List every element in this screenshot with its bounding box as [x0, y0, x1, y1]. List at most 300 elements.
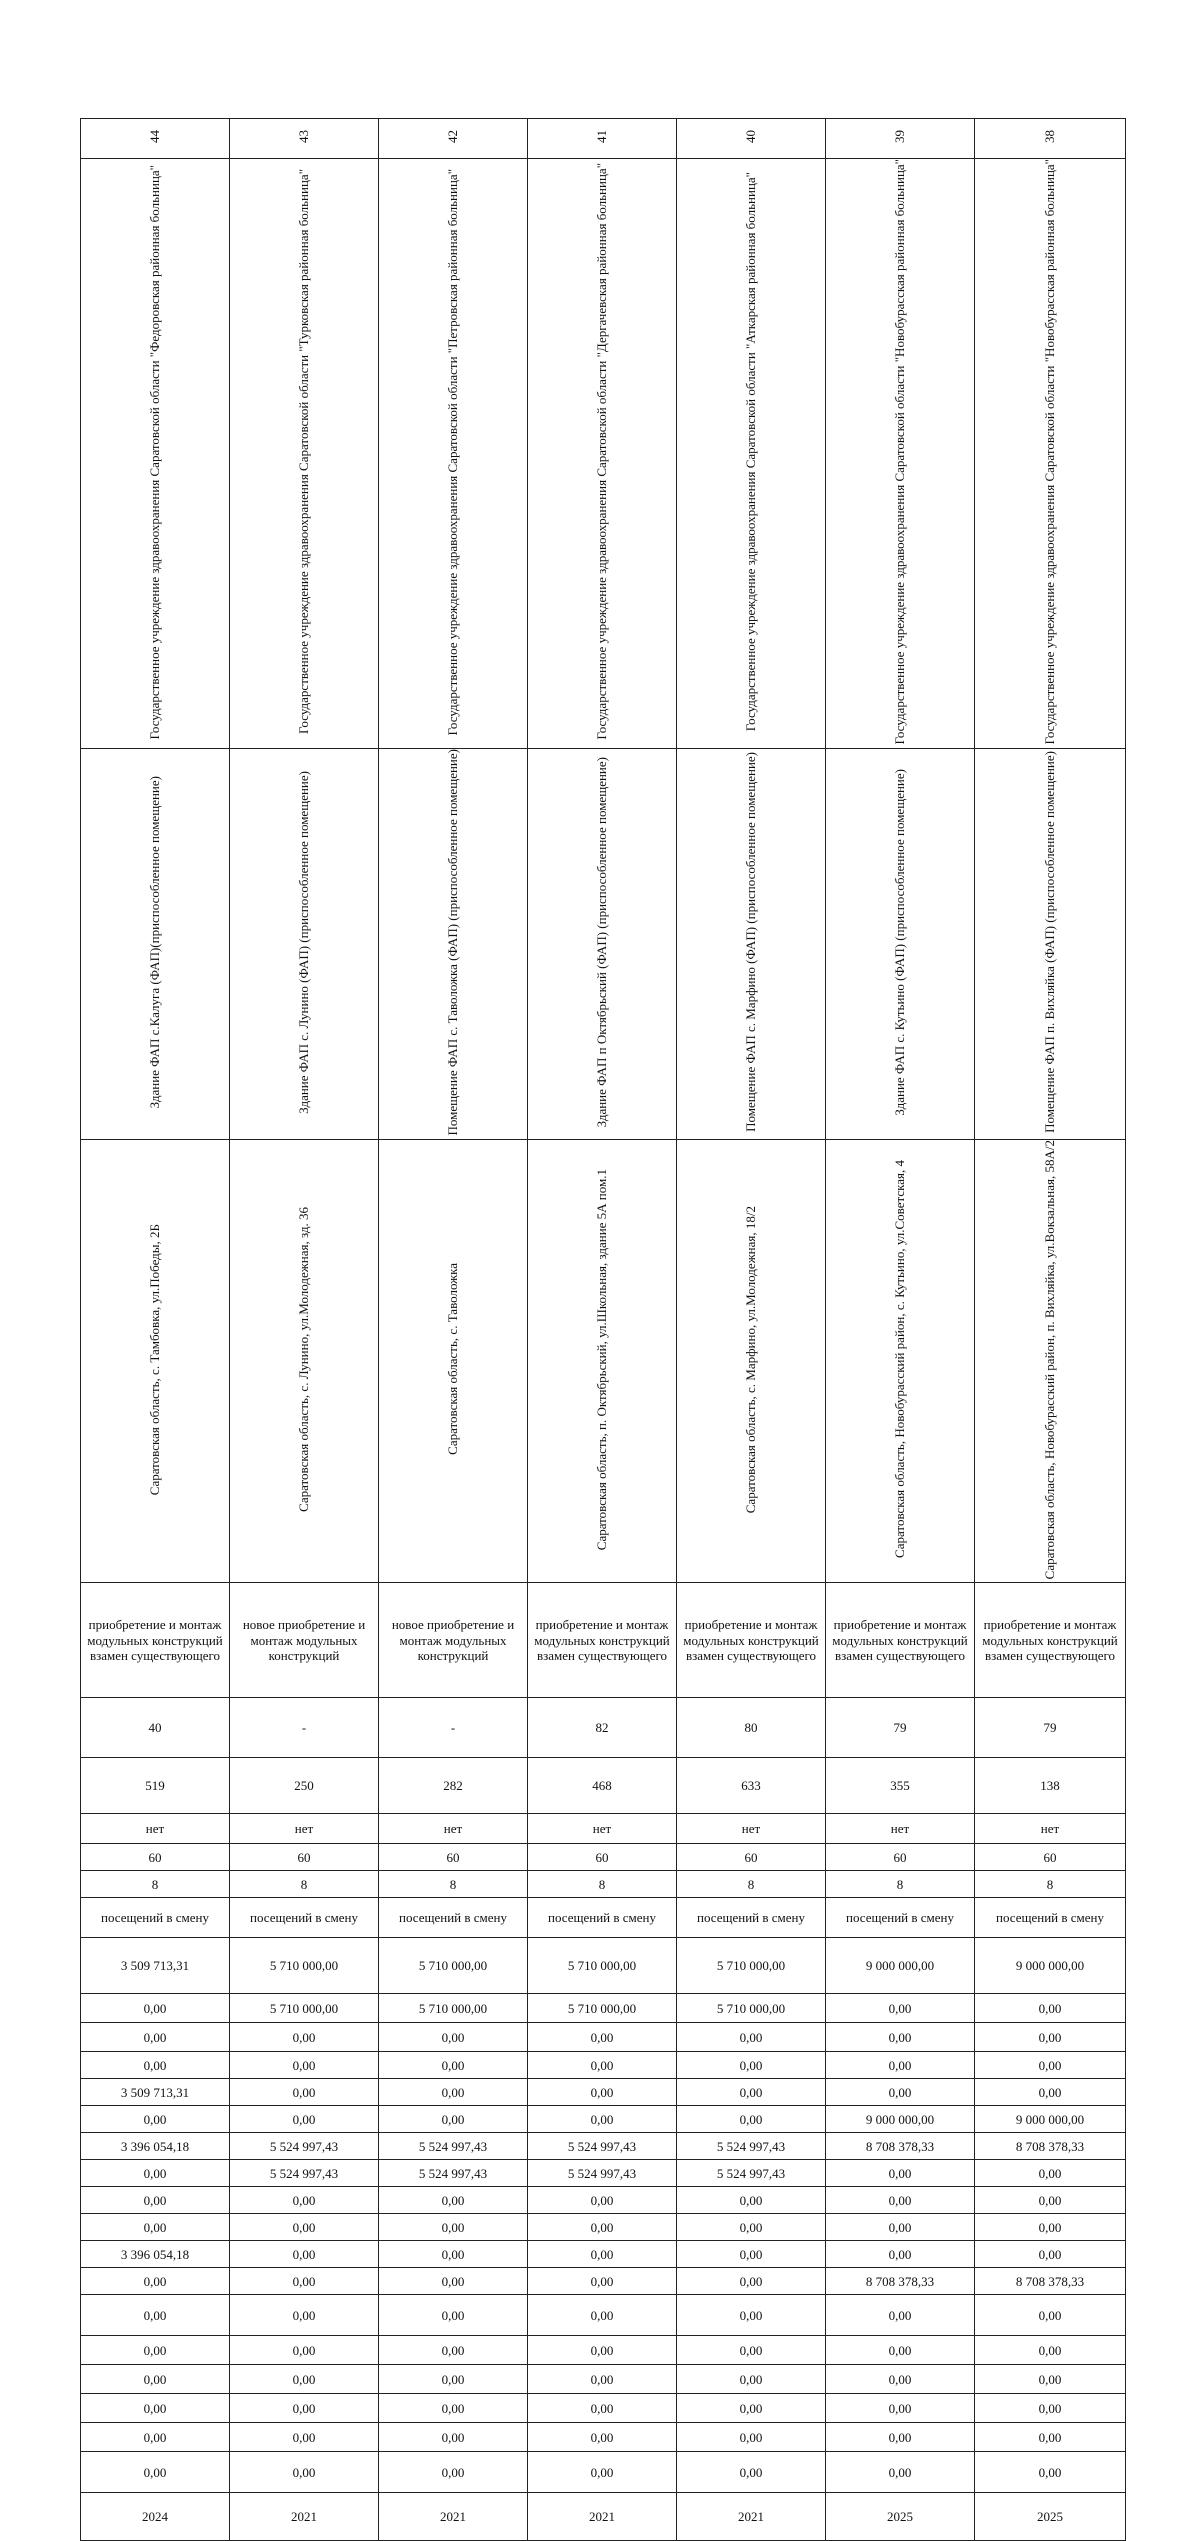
value-cell-text: 0,00	[1038, 2371, 1062, 2387]
value-cell	[230, 2493, 379, 2541]
value-cell	[677, 1994, 826, 2023]
institution-cell	[528, 159, 677, 749]
value-cell	[528, 2214, 677, 2241]
value-cell	[677, 1814, 826, 1844]
number-cell	[81, 119, 230, 159]
number-cell-text: 40	[742, 130, 758, 144]
number-cell	[379, 119, 528, 159]
value-cell	[81, 2336, 230, 2365]
table-row	[81, 1898, 1126, 1938]
value-cell	[677, 1898, 826, 1938]
value-cell-text: -	[450, 1720, 456, 1736]
value-cell-text: 0,00	[441, 2429, 465, 2445]
value-cell-text: 0,00	[888, 2371, 912, 2387]
value-cell-text: 0,00	[143, 2371, 167, 2387]
value-cell	[528, 1814, 677, 1844]
value-cell-text: 0,00	[888, 2165, 912, 2181]
value-cell	[677, 2336, 826, 2365]
value-cell	[379, 1898, 528, 1938]
value-cell	[975, 1898, 1126, 1938]
object-cell	[975, 748, 1126, 1139]
value-cell-text: 0,00	[590, 2273, 614, 2289]
address-cell	[677, 1139, 826, 1583]
value-cell	[528, 2023, 677, 2052]
value-cell	[379, 2452, 528, 2493]
number-cell-text: 41	[593, 130, 609, 144]
value-cell-text: 250	[294, 1778, 314, 1794]
value-cell	[379, 1844, 528, 1871]
value-cell-text: 0,00	[590, 2057, 614, 2073]
value-cell	[379, 2187, 528, 2214]
value-cell	[528, 1698, 677, 1758]
value-cell	[81, 2052, 230, 2079]
value-cell-text: 0,00	[590, 2429, 614, 2445]
table-row	[81, 2452, 1126, 2493]
institution-cell-text: Государственное учреждение здравоохранения Саратовской области "Петровская районная больница"	[444, 168, 460, 735]
value-cell	[677, 2423, 826, 2452]
institution-cell-text: Государственное учреждение здравоохранения Саратовской области "Дергачевская районная больница"	[593, 163, 609, 741]
work-type-cell	[826, 1583, 975, 1698]
value-cell-text: 0,00	[739, 2084, 763, 2100]
value-cell	[528, 2052, 677, 2079]
value-cell-text: 0,00	[143, 2000, 167, 2016]
value-cell-text: 0,00	[888, 2429, 912, 2445]
value-cell	[975, 2493, 1126, 2541]
value-cell-text: 0,00	[739, 2029, 763, 2045]
value-cell-text: 2024	[142, 2509, 168, 2525]
work-type-cell-text: приобретение и монтаж модульных конструкций взамен существующего	[534, 1617, 670, 1663]
value-cell	[826, 2493, 975, 2541]
object-cell	[81, 748, 230, 1139]
value-cell	[975, 2423, 1126, 2452]
value-cell-text: 0,00	[1038, 2464, 1062, 2480]
value-cell-text: нет	[1040, 1821, 1060, 1837]
value-cell	[379, 2423, 528, 2452]
value-cell-text: 0,00	[292, 2371, 316, 2387]
value-cell	[379, 2106, 528, 2133]
value-cell-text: посещений в смену	[399, 1910, 507, 1926]
value-cell	[528, 2394, 677, 2423]
object-cell	[230, 748, 379, 1139]
number-cell-text: 44	[146, 130, 162, 144]
value-cell-text: нет	[890, 1821, 910, 1837]
value-cell-text: 8 708 378,33	[1015, 2138, 1085, 2154]
value-cell	[826, 2295, 975, 2336]
value-cell-text: 5 710 000,00	[418, 2000, 488, 2016]
address-cell	[826, 1139, 975, 1583]
value-cell	[975, 2079, 1126, 2106]
value-cell-text: 40	[148, 1720, 162, 1736]
value-cell	[826, 1698, 975, 1758]
number-cell	[975, 119, 1126, 159]
value-cell-text: 0,00	[441, 2371, 465, 2387]
object-cell-text: Здание ФАП с.Калуга (ФАП)(приспособленное помещение)	[146, 775, 162, 1109]
value-cell	[528, 2336, 677, 2365]
value-cell	[528, 2160, 677, 2187]
number-cell-text: 43	[295, 130, 311, 144]
value-cell	[677, 2079, 826, 2106]
value-cell-text: 5 524 997,43	[567, 2165, 637, 2181]
table-row	[81, 2214, 1126, 2241]
value-cell	[975, 2336, 1126, 2365]
value-cell	[975, 1698, 1126, 1758]
value-cell	[230, 1871, 379, 1898]
value-cell	[975, 2452, 1126, 2493]
value-cell-text: 0,00	[143, 2464, 167, 2480]
value-cell-text: 9 000 000,00	[865, 2111, 935, 2127]
value-cell-text: нет	[294, 1821, 314, 1837]
value-cell	[826, 2160, 975, 2187]
value-cell-text: 0,00	[143, 2429, 167, 2445]
table-row	[81, 1698, 1126, 1758]
value-cell	[826, 2268, 975, 2295]
value-cell-text: посещений в смену	[996, 1910, 1104, 1926]
value-cell	[528, 2423, 677, 2452]
table-row	[81, 2493, 1126, 2541]
value-cell	[826, 2452, 975, 2493]
value-cell	[379, 2079, 528, 2106]
value-cell-text: нет	[145, 1821, 165, 1837]
value-cell-text: 0,00	[888, 2342, 912, 2358]
address-cell	[975, 1139, 1126, 1583]
value-cell-text: 0,00	[1038, 2057, 1062, 2073]
value-cell	[81, 1871, 230, 1898]
value-cell	[528, 1898, 677, 1938]
table-row	[81, 1994, 1126, 2023]
value-cell	[81, 1758, 230, 1814]
value-cell-text: посещений в смену	[697, 1910, 805, 1926]
value-cell-text: 0,00	[143, 2057, 167, 2073]
value-cell	[677, 2241, 826, 2268]
value-cell-text: 0,00	[1038, 2342, 1062, 2358]
value-cell-text: 2025	[1037, 2509, 1063, 2525]
value-cell	[677, 2187, 826, 2214]
institution-cell-text: Государственное учреждение здравоохранения Саратовской области "Турковская районная больница"	[295, 169, 311, 735]
value-cell-text: 0,00	[888, 2464, 912, 2480]
institution-cell	[81, 159, 230, 749]
table-row	[81, 2268, 1126, 2295]
value-cell	[81, 2023, 230, 2052]
value-cell	[826, 2241, 975, 2268]
value-cell-text: 0,00	[1038, 2400, 1062, 2416]
value-cell-text: 468	[592, 1778, 612, 1794]
value-cell	[677, 2106, 826, 2133]
value-cell-text: 0,00	[590, 2084, 614, 2100]
value-cell-text: 0,00	[739, 2342, 763, 2358]
value-cell-text: 0,00	[590, 2464, 614, 2480]
institution-cell	[230, 159, 379, 749]
value-cell	[826, 2214, 975, 2241]
value-cell	[81, 2452, 230, 2493]
value-cell	[379, 2295, 528, 2336]
table-row	[81, 2052, 1126, 2079]
value-cell-text: 60	[595, 1849, 609, 1865]
table-row	[81, 2365, 1126, 2394]
work-type-cell-text: приобретение и монтаж модульных конструкций взамен существующего	[832, 1617, 968, 1663]
work-type-cell-text: приобретение и монтаж модульных конструкций взамен существующего	[683, 1617, 819, 1663]
facility-table	[80, 118, 1126, 2541]
value-cell	[826, 1898, 975, 1938]
value-cell-text: 5 524 997,43	[567, 2138, 637, 2154]
value-cell-text: 0,00	[739, 2057, 763, 2073]
value-cell-text: 0,00	[292, 2429, 316, 2445]
object-cell	[677, 748, 826, 1139]
table-row	[81, 2187, 1126, 2214]
value-cell	[826, 2106, 975, 2133]
table-row	[81, 2023, 1126, 2052]
value-cell-text: 0,00	[590, 2246, 614, 2262]
row-number	[81, 119, 1126, 159]
value-cell-text: 0,00	[292, 2273, 316, 2289]
object-cell-text: Помещение ФАП с. Таволожка (ФАП) (приспособленное помещение)	[444, 748, 460, 1136]
value-cell-text: 2021	[440, 2509, 466, 2525]
value-cell-text: 282	[443, 1778, 463, 1794]
value-cell	[975, 1871, 1126, 1898]
value-cell-text: 0,00	[143, 2219, 167, 2235]
value-cell	[230, 2214, 379, 2241]
object-cell	[379, 748, 528, 1139]
value-cell-text: 0,00	[441, 2342, 465, 2358]
number-cell	[230, 119, 379, 159]
address-cell-text: Саратовская область, с. Марфино, ул.Молодежная, 18/2	[742, 1205, 758, 1513]
number-cell-text: 39	[891, 130, 907, 144]
value-cell-text: 2021	[589, 2509, 615, 2525]
value-cell-text: 60	[148, 1849, 162, 1865]
value-cell	[230, 1814, 379, 1844]
value-cell-text: 8	[598, 1876, 606, 1892]
value-cell-text: 5 710 000,00	[418, 1958, 488, 1974]
table-row	[81, 2336, 1126, 2365]
value-cell	[528, 1938, 677, 1994]
value-cell-text: 0,00	[1038, 2084, 1062, 2100]
table-row	[81, 2295, 1126, 2336]
value-cell-text: 2025	[887, 2509, 913, 2525]
address-cell-text: Саратовская область, с. Лунино, ул.Молодежная, зд. 36	[295, 1206, 311, 1512]
value-cell	[826, 2023, 975, 2052]
value-cell	[826, 1994, 975, 2023]
value-cell	[81, 2079, 230, 2106]
value-cell	[230, 2023, 379, 2052]
value-cell-text: 0,00	[292, 2342, 316, 2358]
value-cell	[230, 2133, 379, 2160]
value-cell-text: 0,00	[1038, 2000, 1062, 2016]
value-cell	[677, 1871, 826, 1898]
value-cell	[379, 2394, 528, 2423]
value-cell-text: 0,00	[441, 2219, 465, 2235]
value-cell	[379, 2052, 528, 2079]
value-cell-text: 79	[1043, 1720, 1057, 1736]
value-cell-text: 0,00	[441, 2111, 465, 2127]
value-cell	[826, 1871, 975, 1898]
work-type-cell-text: приобретение и монтаж модульных конструкций взамен существующего	[982, 1617, 1118, 1663]
value-cell-text: 5 524 997,43	[269, 2138, 339, 2154]
value-cell-text: 0,00	[441, 2057, 465, 2073]
work-type-cell	[230, 1583, 379, 1698]
table-row	[81, 1844, 1126, 1871]
value-cell	[230, 2106, 379, 2133]
value-cell	[379, 2493, 528, 2541]
address-cell	[528, 1139, 677, 1583]
object-cell	[826, 748, 975, 1139]
value-cell	[81, 2133, 230, 2160]
value-cell-text: 3 396 054,18	[120, 2246, 190, 2262]
value-cell-text: 0,00	[143, 2342, 167, 2358]
value-cell	[230, 2187, 379, 2214]
value-cell-text: 0,00	[292, 2029, 316, 2045]
value-cell	[230, 1938, 379, 1994]
value-cell	[677, 2023, 826, 2052]
value-cell-text: 0,00	[143, 2165, 167, 2181]
value-cell	[528, 2187, 677, 2214]
address-cell-text: Саратовская область, Новобурасский район, п. Вихляйка, ул.Вокзальная, 58А/2	[1041, 1139, 1057, 1580]
value-cell-text: посещений в смену	[250, 1910, 358, 1926]
value-cell-text: 8 708 378,33	[865, 2138, 935, 2154]
number-cell-text: 38	[1041, 130, 1057, 144]
value-cell	[677, 1844, 826, 1871]
value-cell	[677, 2268, 826, 2295]
value-cell-text: 8	[1046, 1876, 1054, 1892]
value-cell-text: 5 710 000,00	[269, 1958, 339, 1974]
value-cell-text: 0,00	[590, 2219, 614, 2235]
value-cell-text: 0,00	[739, 2192, 763, 2208]
value-cell-text: 60	[1043, 1849, 1057, 1865]
work-type-cell-text: новое приобретение и монтаж модульных конструкций	[242, 1617, 366, 1663]
value-cell-text: 519	[145, 1778, 165, 1794]
value-cell	[230, 2160, 379, 2187]
value-cell-text: 0,00	[739, 2464, 763, 2480]
address-cell	[379, 1139, 528, 1583]
value-cell	[230, 2394, 379, 2423]
value-cell-text: 0,00	[143, 2029, 167, 2045]
value-cell	[230, 2268, 379, 2295]
value-cell	[81, 2106, 230, 2133]
value-cell	[230, 1758, 379, 1814]
value-cell	[379, 2336, 528, 2365]
value-cell	[379, 2160, 528, 2187]
value-cell-text: 0,00	[1038, 2192, 1062, 2208]
value-cell	[826, 2079, 975, 2106]
value-cell	[81, 1698, 230, 1758]
value-cell	[379, 1938, 528, 1994]
address-cell-text: Саратовская область, с. Таволожка	[444, 1263, 460, 1456]
table-row	[81, 2423, 1126, 2452]
value-cell	[379, 2023, 528, 2052]
value-cell	[975, 2214, 1126, 2241]
value-cell-text: 0,00	[888, 2000, 912, 2016]
table-row	[81, 1758, 1126, 1814]
value-cell-text: 79	[893, 1720, 907, 1736]
value-cell	[81, 1994, 230, 2023]
value-cell	[677, 2052, 826, 2079]
value-cell-text: 3 509 713,31	[120, 2084, 190, 2100]
value-cell-text: 0,00	[590, 2192, 614, 2208]
value-cell	[528, 2268, 677, 2295]
value-cell-text: 0,00	[1038, 2429, 1062, 2445]
value-cell	[81, 2241, 230, 2268]
value-cell	[230, 2336, 379, 2365]
value-cell	[677, 2452, 826, 2493]
value-cell	[826, 2187, 975, 2214]
value-cell	[975, 2160, 1126, 2187]
value-cell	[975, 2106, 1126, 2133]
value-cell-text: 60	[446, 1849, 460, 1865]
value-cell	[975, 2187, 1126, 2214]
value-cell	[826, 2336, 975, 2365]
value-cell-text: 60	[744, 1849, 758, 1865]
value-cell-text: 8	[449, 1876, 457, 1892]
value-cell	[379, 1758, 528, 1814]
value-cell-text: 5 710 000,00	[567, 1958, 637, 1974]
value-cell	[230, 1698, 379, 1758]
value-cell	[528, 2079, 677, 2106]
value-cell-text: нет	[592, 1821, 612, 1837]
value-cell-text: 80	[744, 1720, 758, 1736]
value-cell-text: 8 708 378,33	[1015, 2273, 1085, 2289]
value-cell-text: 8	[300, 1876, 308, 1892]
value-cell-text: 0,00	[888, 2084, 912, 2100]
value-cell-text: 0,00	[1038, 2029, 1062, 2045]
value-cell-text: нет	[741, 1821, 761, 1837]
value-cell-text: 3 509 713,31	[120, 1958, 190, 1974]
value-cell-text: 0,00	[143, 2273, 167, 2289]
value-cell	[81, 2214, 230, 2241]
value-cell	[826, 1938, 975, 1994]
value-cell-text: 2021	[291, 2509, 317, 2525]
value-cell	[826, 1844, 975, 1871]
value-cell	[379, 2268, 528, 2295]
value-cell	[379, 2365, 528, 2394]
value-cell-text: 0,00	[292, 2084, 316, 2100]
value-cell	[826, 2394, 975, 2423]
address-cell	[230, 1139, 379, 1583]
value-cell	[677, 1758, 826, 1814]
row-address	[81, 1139, 1126, 1583]
value-cell-text: 0,00	[739, 2307, 763, 2323]
value-cell	[975, 2133, 1126, 2160]
row-object	[81, 748, 1126, 1139]
value-cell-text: 5 524 997,43	[269, 2165, 339, 2181]
value-cell-text: 0,00	[292, 2192, 316, 2208]
value-cell-text: 0,00	[739, 2429, 763, 2445]
institution-cell-text: Государственное учреждение здравоохранения Саратовской области "Новобурасская районная больница"	[891, 159, 907, 745]
value-cell-text: посещений в смену	[548, 1910, 656, 1926]
institution-cell-text: Государственное учреждение здравоохранения Саратовской области "Федоровская районная больница"	[146, 164, 162, 739]
value-cell	[81, 2493, 230, 2541]
value-cell-text: 0,00	[888, 2057, 912, 2073]
value-cell	[677, 2365, 826, 2394]
value-cell-text: 0,00	[441, 2246, 465, 2262]
row-work-type	[81, 1583, 1126, 1698]
table-row	[81, 1814, 1126, 1844]
value-cell-text: 0,00	[888, 2029, 912, 2045]
institution-cell-text: Государственное учреждение здравоохранения Саратовской области "Новобурасская районная больница"	[1041, 159, 1057, 745]
value-cell-text: 0,00	[590, 2111, 614, 2127]
value-cell	[81, 1898, 230, 1938]
value-cell-text: 3 396 054,18	[120, 2138, 190, 2154]
value-cell	[81, 1814, 230, 1844]
value-cell	[975, 1814, 1126, 1844]
value-cell	[379, 2133, 528, 2160]
value-cell-text: 0,00	[590, 2342, 614, 2358]
value-cell	[81, 2295, 230, 2336]
value-cell-text: -	[301, 1720, 307, 1736]
value-cell	[528, 1994, 677, 2023]
table-row	[81, 2106, 1126, 2133]
object-cell-text: Здание ФАП с. Кутьино (ФАП) (приспособленное помещение)	[891, 768, 907, 1116]
value-cell-text: 8 708 378,33	[865, 2273, 935, 2289]
value-cell	[230, 1898, 379, 1938]
table-row	[81, 2241, 1126, 2268]
